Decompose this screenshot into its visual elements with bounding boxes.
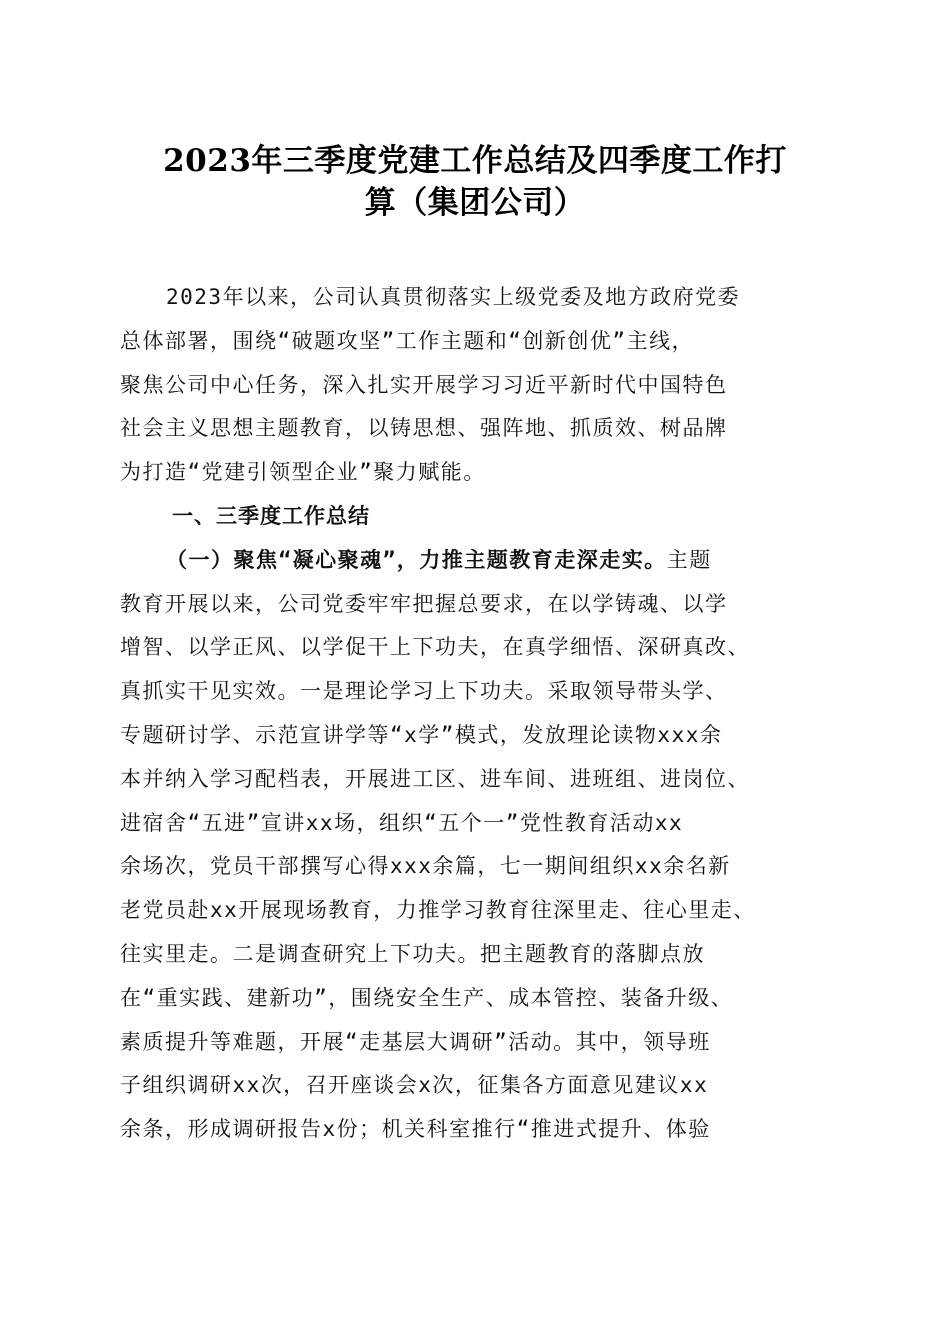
section-heading: 一、三季度工作总结 [172, 503, 370, 528]
section-paragraph-line: 增智、以学正风、以学促干上下功夫，在真学细悟、深研真改、 [120, 635, 750, 660]
section-paragraph-line: 在“重实践、建新功”，围绕安全生产、成本管控、装备升级、 [120, 985, 734, 1010]
intro-paragraph-line: 为打造“党建引领型企业”聚力赋能。 [120, 460, 486, 485]
section-paragraph-line: 余条，形成调研报告x份；机关科室推行“推进式提升、体验 [120, 1117, 711, 1142]
section-paragraph-line: 往实里走。二是调查研究上下功夫。把主题教育的落脚点放 [120, 941, 705, 966]
section-paragraph-first-line [120, 539, 835, 583]
intro-paragraph-line: 2023年以来，公司认真贯彻落实上级党委及地方政府党委 [166, 285, 741, 309]
title-line-2: 算（集团公司） [364, 185, 586, 221]
sub-heading: （一）聚焦“凝心聚魂”，力推主题教育走深走实。 [166, 547, 667, 572]
section-paragraph-line: 老党员赴xx开展现场教育，力推学习教育往深里走、往心里走、 [120, 898, 756, 923]
section-paragraph-line-start: 主题 [666, 547, 712, 572]
section-paragraph-line: 真抓实干见实效。一是理论学习上下功夫。采取领导带头学、 [120, 679, 728, 704]
document-body [120, 276, 835, 1152]
section-paragraph-line: 进宿舍“五进”宣讲xx场，组织“五个一”党性教育活动xx [120, 810, 684, 835]
intro-paragraph-line: 聚焦公司中心任务，深入扎实开展学习习近平新时代中国特色 [120, 372, 728, 397]
section-paragraph-line: 本并纳入学习配档表，开展进工区、进车间、进班组、进岗位、 [120, 766, 750, 791]
document-title [120, 140, 830, 224]
intro-paragraph-line: 总体部署，围绕“破题攻坚”工作主题和“创新创优”主线， [120, 328, 695, 353]
section-paragraph-line: 余场次，党员干部撰写心得xxx余篇，七一期间组织xx余名新 [120, 854, 731, 879]
section-paragraph-line: 教育开展以来，公司党委牢牢把握总要求，在以学铸魂、以学 [120, 591, 728, 616]
title-line-1: 2023年三季度党建工作总结及四季度工作打 [163, 143, 787, 179]
section-paragraph-line: 子组织调研xx次，召开座谈会x次，征集各方面意见建议xx [120, 1073, 709, 1098]
intro-paragraph-line: 社会主义思想主题教育，以铸思想、强阵地、抓质效、树品牌 [120, 416, 728, 441]
section-paragraph-line: 专题研讨学、示范宣讲学等“x学”模式，发放理论读物xxx余 [120, 722, 723, 747]
section-paragraph-line: 素质提升等难题，开展“走基层大调研”活动。其中，领导班 [120, 1029, 711, 1054]
